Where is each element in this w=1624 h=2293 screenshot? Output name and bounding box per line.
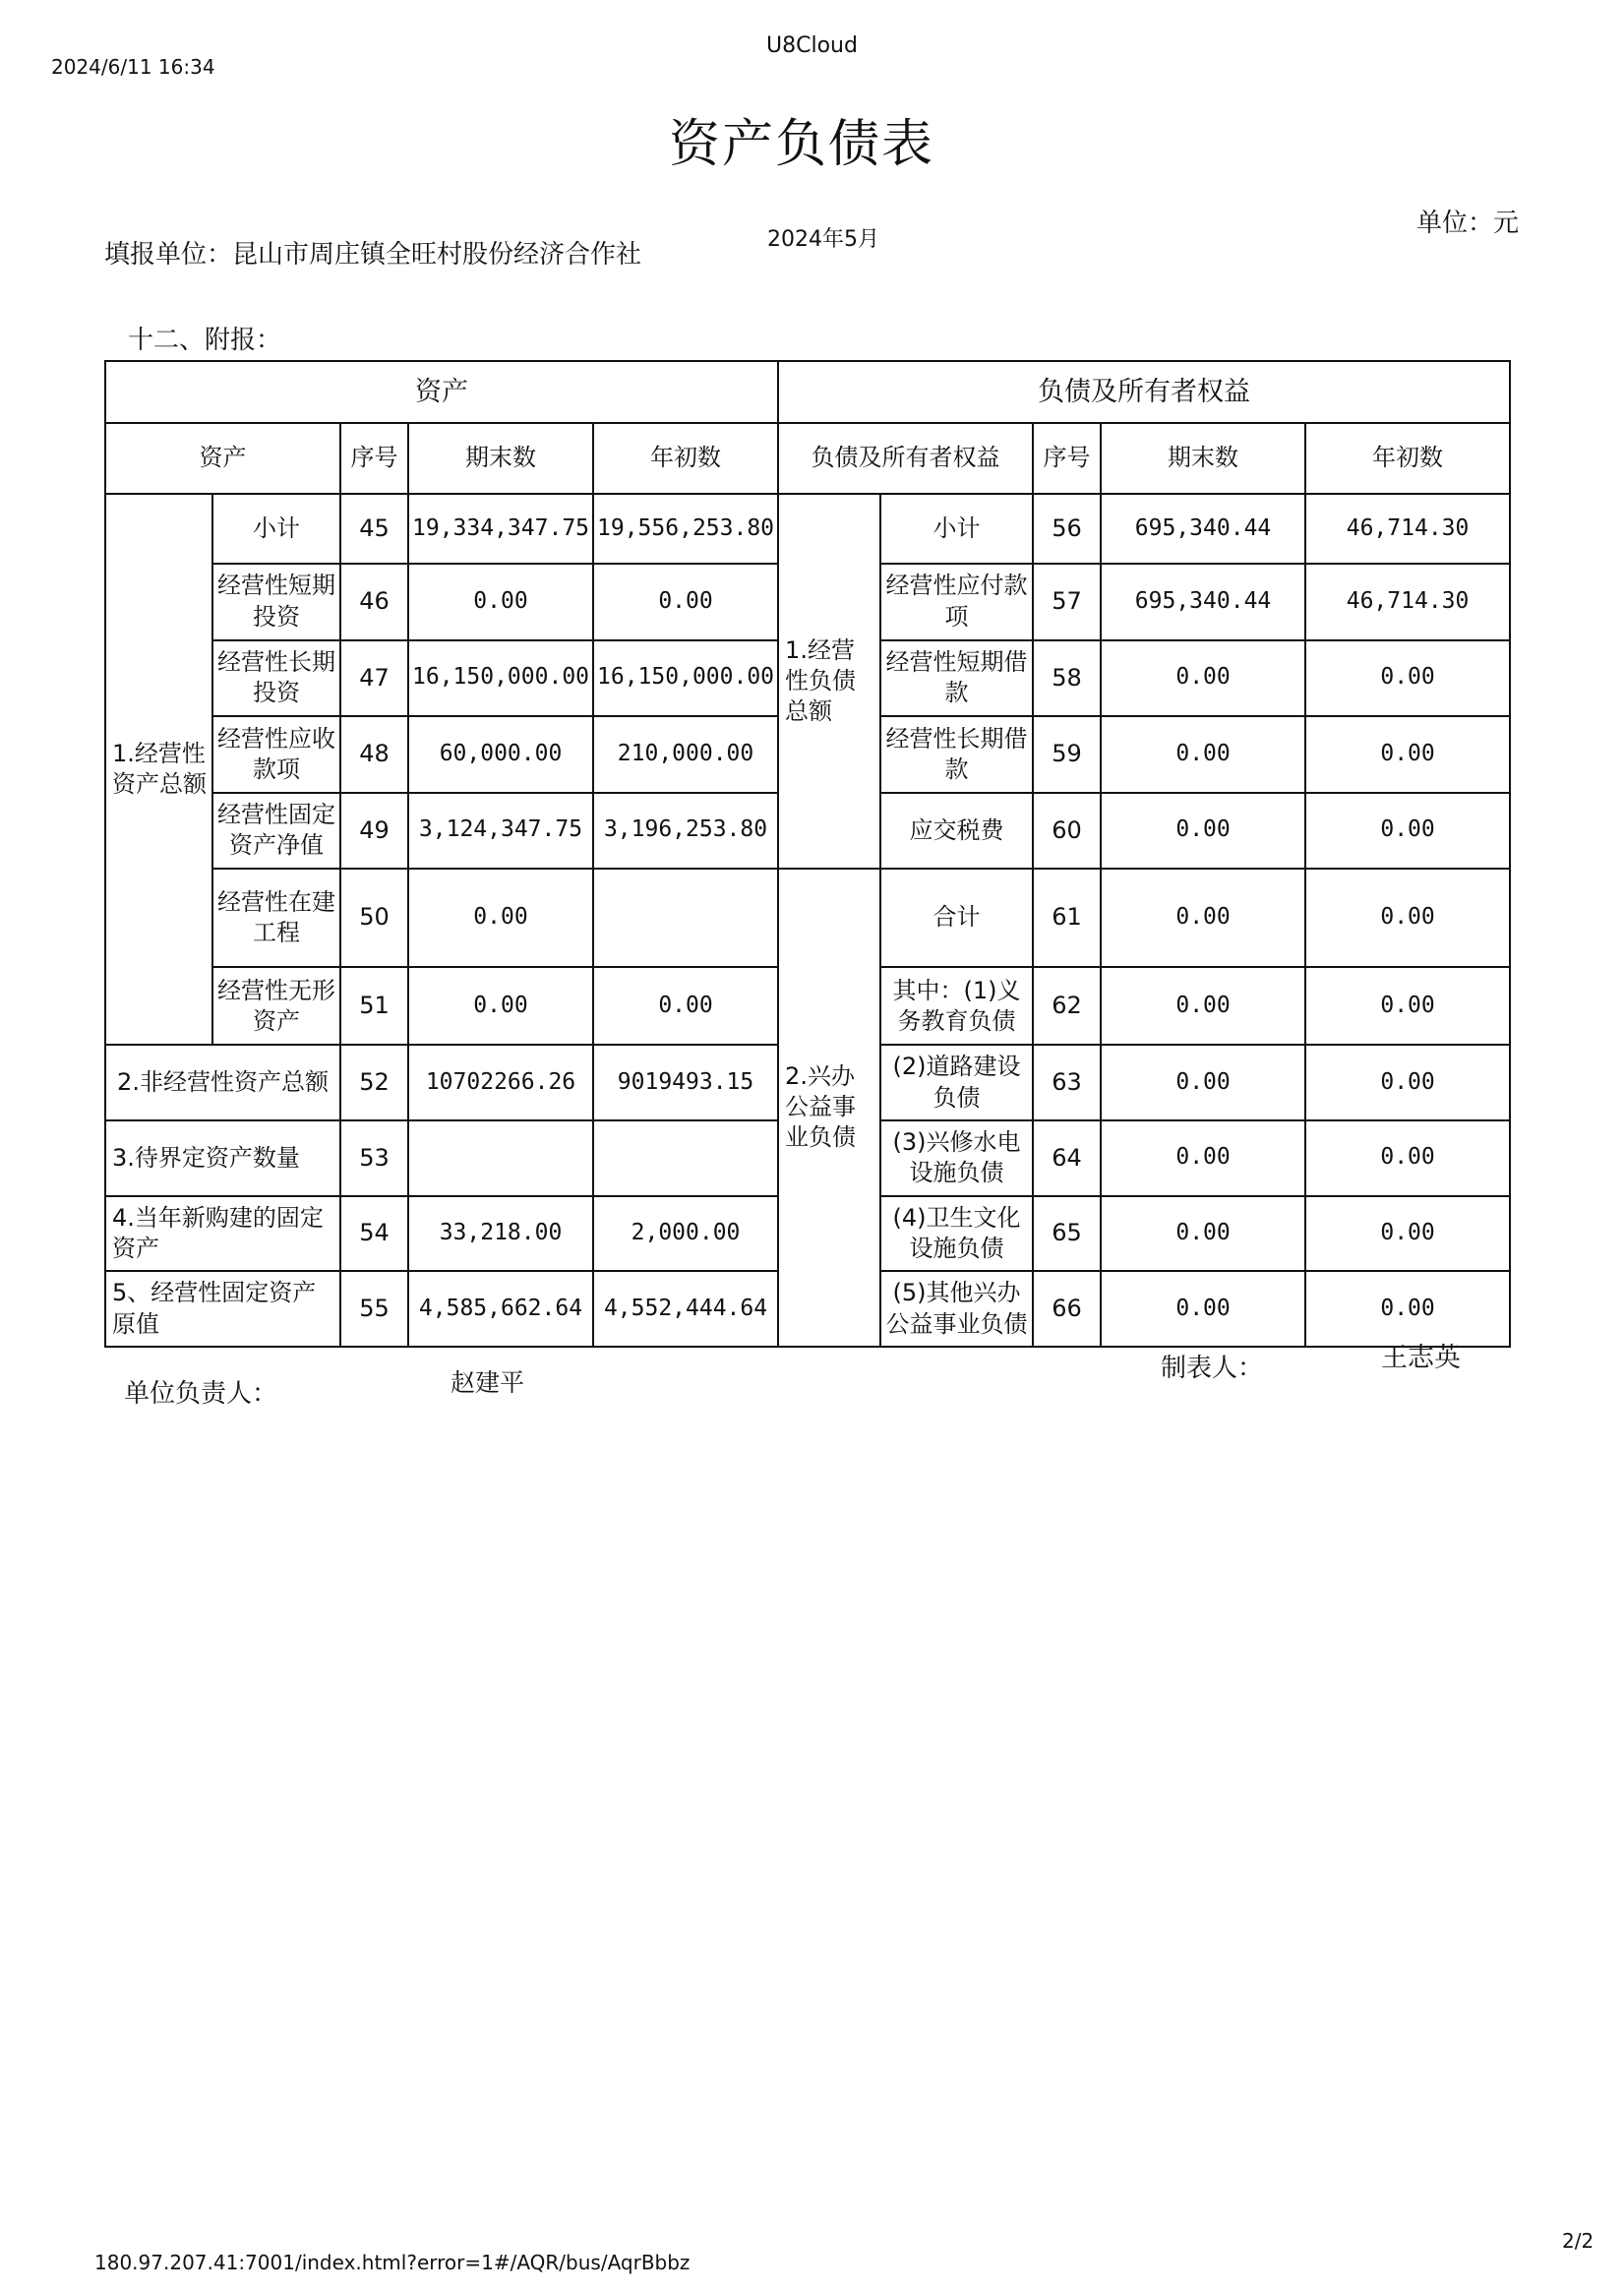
liab-end-value: 0.00: [1101, 1045, 1305, 1120]
liab-begin-value: 0.00: [1305, 967, 1510, 1045]
col-header-assets: 资产: [105, 423, 340, 495]
asset-seq: 54: [340, 1196, 408, 1272]
asset-item: 经营性短期投资: [212, 564, 340, 640]
asset-item: 经营性固定资产净值: [212, 793, 340, 869]
liab-end-value: 695,340.44: [1101, 494, 1305, 564]
asset-begin-value: 3,196,253.80: [593, 793, 778, 869]
liab-item: (3)兴修水电设施负债: [880, 1120, 1033, 1196]
asset-seq: 47: [340, 640, 408, 717]
asset-end-value: 3,124,347.75: [408, 793, 593, 869]
asset-end-value: 10702266.26: [408, 1045, 593, 1120]
report-period: 2024年5月: [767, 227, 879, 252]
liab-begin-value: 0.00: [1305, 793, 1510, 869]
preparer-name: 王志英: [1381, 1343, 1461, 1373]
table-row: [105, 494, 1510, 564]
asset-item: 5、经营性固定资产原值: [105, 1271, 340, 1347]
liab-begin-value: 0.00: [1305, 1271, 1510, 1347]
liab-item: 合计: [880, 869, 1033, 968]
asset-begin-value: 0.00: [593, 967, 778, 1045]
liab-item: 应交税费: [880, 793, 1033, 869]
appendix-heading: 十二、附报：: [128, 326, 282, 355]
liab-item: 小计: [880, 494, 1033, 564]
asset-item: 3.待界定资产数量: [105, 1120, 340, 1196]
liab-group-public-welfare: 2.兴办公益事业负债: [778, 869, 880, 1347]
asset-seq: 48: [340, 716, 408, 793]
liab-item: 经营性短期借款: [880, 640, 1033, 717]
liab-end-value: 0.00: [1101, 1271, 1305, 1347]
liab-item: 经营性长期借款: [880, 716, 1033, 793]
print-timestamp: 2024/6/11 16:34: [51, 55, 215, 79]
responsible-person-name: 赵建平: [451, 1368, 525, 1397]
asset-seq: 46: [340, 564, 408, 640]
asset-seq: 51: [340, 967, 408, 1045]
col-header-begin: 年初数: [593, 423, 778, 495]
section-assets-header: 资产: [105, 361, 778, 423]
liab-item: (5)其他兴办公益事业负债: [880, 1271, 1033, 1347]
asset-begin-value: 4,552,444.64: [593, 1271, 778, 1347]
page-number: 2/2: [1562, 2229, 1594, 2253]
preparer-label: 制表人：: [1161, 1354, 1264, 1383]
currency-unit: 单位：元: [1416, 209, 1520, 238]
asset-item: 经营性应收款项: [212, 716, 340, 793]
liab-item: 其中：(1)义务教育负债: [880, 967, 1033, 1045]
asset-begin-value: 0.00: [593, 564, 778, 640]
liab-group-operating: 1.经营性负债总额: [778, 494, 880, 868]
asset-group-operating: 1.经营性资产总额: [105, 494, 212, 1045]
liab-begin-value: 0.00: [1305, 1196, 1510, 1272]
liab-begin-value: 46,714.30: [1305, 564, 1510, 640]
asset-begin-value: 16,150,000.00: [593, 640, 778, 717]
asset-begin-value: [593, 869, 778, 968]
section-liabilities-header: 负债及所有者权益: [778, 361, 1510, 423]
asset-end-value: 60,000.00: [408, 716, 593, 793]
balance-sheet-table: [104, 360, 1511, 1348]
liab-seq: 62: [1033, 967, 1101, 1045]
liab-seq: 59: [1033, 716, 1101, 793]
asset-item: 4.当年新购建的固定资产: [105, 1196, 340, 1272]
liab-seq: 64: [1033, 1120, 1101, 1196]
liab-seq: 57: [1033, 564, 1101, 640]
liab-end-value: 0.00: [1101, 1196, 1305, 1272]
asset-end-value: 4,585,662.64: [408, 1271, 593, 1347]
liab-item: (2)道路建设负债: [880, 1045, 1033, 1120]
liab-end-value: 0.00: [1101, 869, 1305, 968]
asset-item: 小计: [212, 494, 340, 564]
asset-seq: 50: [340, 869, 408, 968]
col-header-liabilities: 负债及所有者权益: [778, 423, 1033, 495]
liab-end-value: 0.00: [1101, 1120, 1305, 1196]
asset-item: 经营性在建工程: [212, 869, 340, 968]
liab-end-value: 0.00: [1101, 793, 1305, 869]
print-url: 180.97.207.41:7001/index.html?error=1#/AQR/bus/AqrBbbz: [94, 2251, 691, 2274]
column-header-row: [105, 423, 1510, 495]
liab-begin-value: 0.00: [1305, 716, 1510, 793]
liab-seq: 65: [1033, 1196, 1101, 1272]
asset-begin-value: 2,000.00: [593, 1196, 778, 1272]
liab-seq: 56: [1033, 494, 1101, 564]
liab-seq: 60: [1033, 793, 1101, 869]
liab-end-value: 0.00: [1101, 716, 1305, 793]
liab-end-value: 0.00: [1101, 640, 1305, 717]
asset-end-value: 0.00: [408, 564, 593, 640]
asset-end-value: 33,218.00: [408, 1196, 593, 1272]
table-row: [105, 869, 1510, 968]
asset-seq: 49: [340, 793, 408, 869]
liab-end-value: 695,340.44: [1101, 564, 1305, 640]
liab-seq: 58: [1033, 640, 1101, 717]
asset-begin-value: 9019493.15: [593, 1045, 778, 1120]
col-header-end: 期末数: [1101, 423, 1305, 495]
app-name: U8Cloud: [766, 33, 858, 58]
liab-item: 经营性应付款项: [880, 564, 1033, 640]
asset-begin-value: 210,000.00: [593, 716, 778, 793]
col-header-begin: 年初数: [1305, 423, 1510, 495]
asset-begin-value: [593, 1120, 778, 1196]
asset-end-value: 0.00: [408, 967, 593, 1045]
section-header-row: [105, 361, 1510, 423]
col-header-seq: 序号: [340, 423, 408, 495]
asset-end-value: [408, 1120, 593, 1196]
asset-end-value: 0.00: [408, 869, 593, 968]
liab-begin-value: 0.00: [1305, 640, 1510, 717]
asset-seq: 55: [340, 1271, 408, 1347]
liab-seq: 66: [1033, 1271, 1101, 1347]
asset-item: 经营性无形资产: [212, 967, 340, 1045]
responsible-person-label: 单位负责人：: [124, 1379, 278, 1409]
liab-seq: 63: [1033, 1045, 1101, 1120]
asset-seq: 53: [340, 1120, 408, 1196]
liab-item: (4)卫生文化设施负债: [880, 1196, 1033, 1272]
report-title: 资产负债表: [668, 115, 934, 174]
asset-end-value: 19,334,347.75: [408, 494, 593, 564]
col-header-end: 期末数: [408, 423, 593, 495]
liab-begin-value: 0.00: [1305, 1045, 1510, 1120]
liab-seq: 61: [1033, 869, 1101, 968]
liab-begin-value: 0.00: [1305, 1120, 1510, 1196]
asset-item: 经营性长期投资: [212, 640, 340, 717]
asset-begin-value: 19,556,253.80: [593, 494, 778, 564]
liab-begin-value: 0.00: [1305, 869, 1510, 968]
col-header-seq: 序号: [1033, 423, 1101, 495]
liab-begin-value: 46,714.30: [1305, 494, 1510, 564]
asset-seq: 45: [340, 494, 408, 564]
asset-seq: 52: [340, 1045, 408, 1120]
asset-item: 2.非经营性资产总额: [105, 1045, 340, 1120]
reporting-entity: 填报单位：昆山市周庄镇全旺村股份经济合作社: [104, 240, 642, 270]
asset-end-value: 16,150,000.00: [408, 640, 593, 717]
liab-end-value: 0.00: [1101, 967, 1305, 1045]
